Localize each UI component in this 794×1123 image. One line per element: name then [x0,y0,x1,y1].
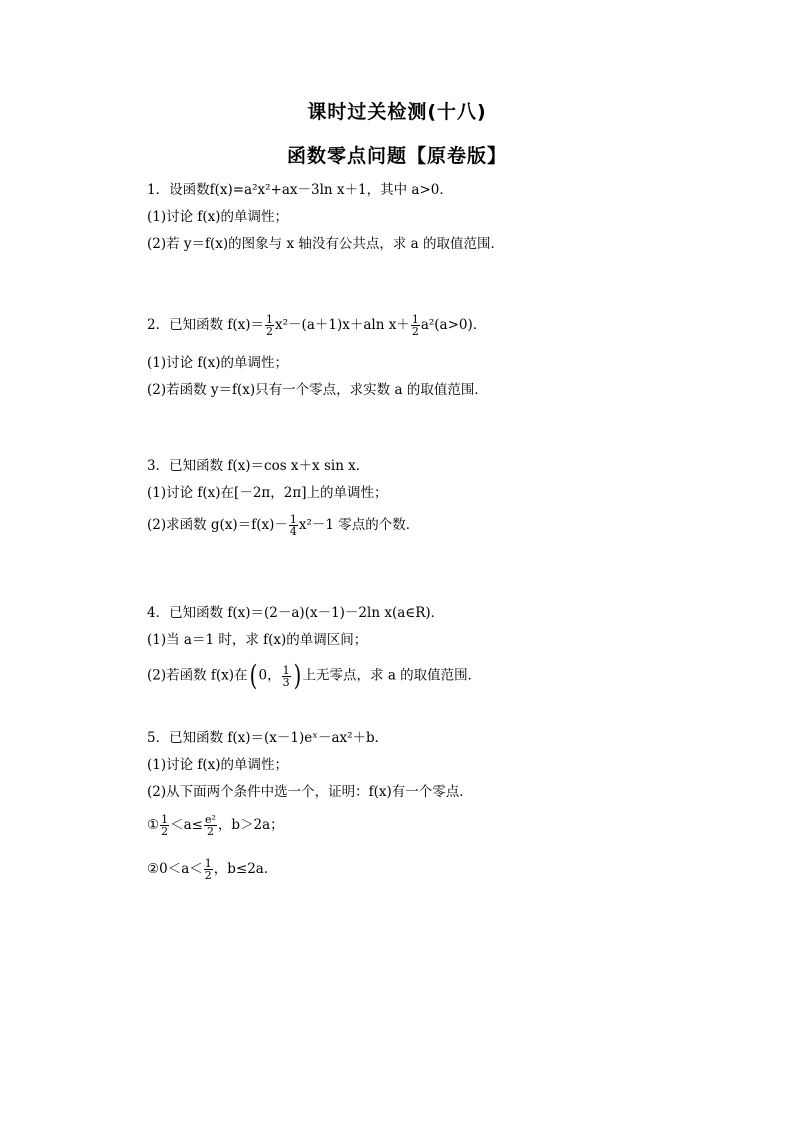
fraction-denominator: 2 [266,325,274,338]
fraction-denominator: 2 [206,825,214,838]
problem-1-part-1: (1)讨论 f(x)的单调性； [147,209,289,225]
condition-2-pre: ②0＜a＜ [147,861,203,877]
problem-5-part-2: (2)从下面两个条件中选一个，证明：f(x)有一个零点． [147,784,473,800]
right-paren: ) [293,659,301,692]
problem-3-part-2 [147,514,419,537]
problem-2-part-2: (2)若函数 y＝f(x)只有一个零点，求实数 a 的取值范围． [147,382,488,398]
problem-4-stem: 4．已知函数 f(x)＝(2－a)(x－1)－2ln x(a∈R)． [147,605,445,621]
problem-3-part-1: (1)讨论 f(x)在[－2π，2π]上的单调性； [147,485,388,501]
fraction [204,814,217,837]
fraction-numerator: 1 [282,663,290,677]
problem-4-part-1: (1)当 a＝1 时，求 f(x)的单调区间； [147,632,368,648]
problem-5-condition-2 [147,858,277,881]
fraction-denominator: 2 [411,325,419,338]
problem-1-part-2: (2)若 y＝f(x)的图象与 x 轴没有公共点，求 a 的取值范围． [147,236,505,252]
interval-left: 0， [258,667,281,684]
fraction-numerator: 1 [266,313,274,326]
fraction [282,665,291,688]
fraction [289,514,298,537]
fraction-numerator: e² [204,813,216,826]
problem-3-stem: 3．已知函数 f(x)＝cos x＋x sin x． [147,458,370,474]
problem-3-part-2-post: x²－1 零点的个数． [298,517,420,533]
fraction-numerator: 1 [204,857,212,870]
problem-4-part-2-pre: (2)若函数 f(x)在 [147,667,248,684]
problem-4-part-2-post: 上无零点，求 a 的取值范围． [302,667,482,684]
fraction [265,314,274,337]
fraction-denominator: 3 [282,675,290,689]
fraction-numerator: 1 [289,513,297,526]
problem-2-stem-mid: x²－(a＋1)x＋aln x＋ [275,317,410,333]
problem-5-stem: 5．已知函数 f(x)＝(x－1)eˣ－ax²＋b． [147,730,389,746]
problem-2-part-1: (1)讨论 f(x)的单调性； [147,355,289,371]
left-paren: ( [249,659,257,692]
problem-2-stem-post: a²(a>0)． [420,317,487,333]
condition-2-post: ，b≤2a． [213,861,278,877]
page-title: 课时过关检测(十八) [307,101,487,123]
page-subtitle: 函数零点问题【原卷版】 [286,145,507,167]
problem-1-stem: 1．设函数f(x)=a²x²+ax－3ln x＋1，其中 a>0． [147,182,453,198]
fraction-numerator: 1 [411,313,419,326]
fraction-denominator: 4 [289,525,297,538]
problem-4-part-2 [147,659,482,692]
fraction [204,858,213,881]
fraction-denominator: 2 [161,825,169,838]
problem-3-part-2-pre: (2)求函数 g(x)＝f(x)－ [147,517,288,533]
fraction [160,814,169,837]
condition-1-post: ，b＞2a； [217,817,284,833]
problem-2-stem [147,314,486,337]
problem-5-part-1: (1)讨论 f(x)的单调性； [147,757,289,773]
condition-1-marker: ① [147,817,160,833]
condition-1-mid: ＜a≤ [170,817,203,833]
problem-5-condition-1 [147,814,284,837]
problem-2-stem-pre: 2．已知函数 f(x)＝ [147,317,265,333]
fraction [411,314,420,337]
fraction-numerator: 1 [161,813,169,826]
fraction-denominator: 2 [204,869,212,882]
